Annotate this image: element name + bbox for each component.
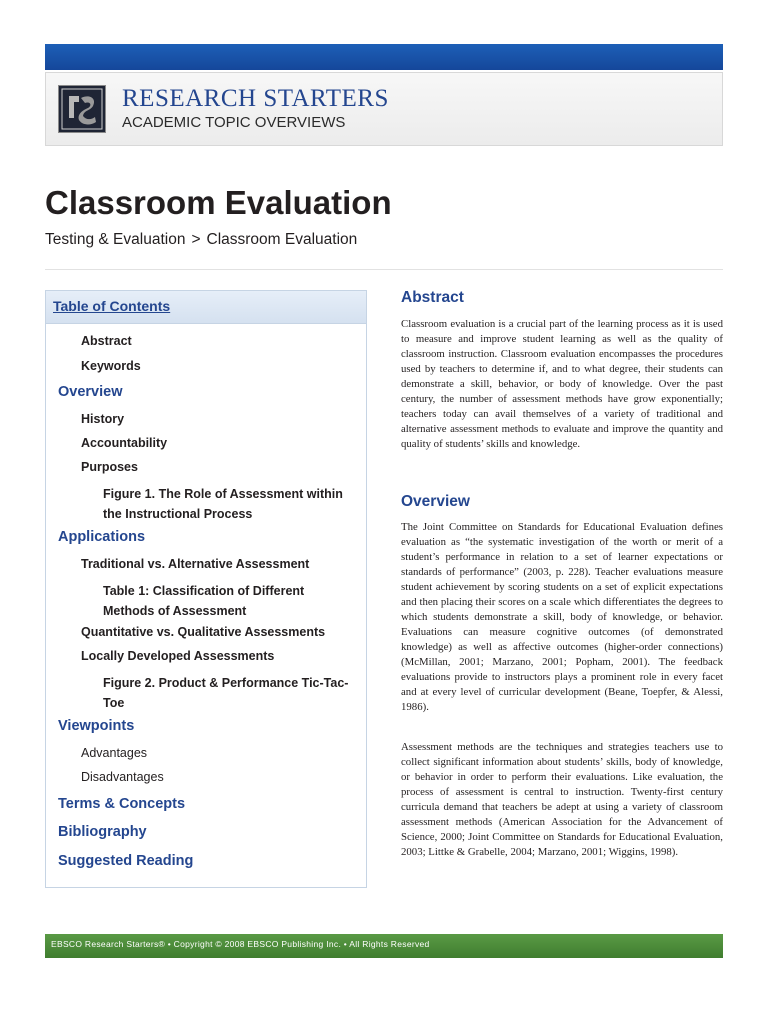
- breadcrumb-item-testing-evaluation[interactable]: Testing & Evaluation: [45, 231, 186, 248]
- overview-heading: Overview: [401, 493, 470, 510]
- toc-item-figure-2[interactable]: [103, 673, 348, 713]
- brand-title: RESEARCH STARTERS: [122, 85, 389, 112]
- overview-paragraph-1: The Joint Committee on Standards for Educational Evaluation defines evaluation as “the systematic investigation of the worth or merit of a student’s performance in relation to a set of learner expectations or standards of performance” (2003, p. 228). Teacher evaluations measure student achievement by scoring students on a set of explicit expectations and then placing their scores on a scale which differentiates the degrees to which students demonstrate a skill, body of knowledge, or behavior. Evaluations can measure cognitive outcomes (of demonstrated knowledge) as well as affective outcomes (higher-order connections) (McMillan, 2001; Marzano, 2001; Popham, 2001). The feedback evaluations provide to instructors plays a prominent role in every facet and at every level of curricular development (Beane, Toepfer, & Alessi, 1986).: [401, 521, 723, 713]
- breadcrumb: [45, 231, 357, 249]
- toc-item-table-1-line2: Methods of Assessment: [103, 604, 247, 618]
- toc-item-figure-2-line2: Toe: [103, 696, 125, 710]
- footer-bar: [45, 934, 723, 958]
- toc-header: [46, 291, 366, 324]
- toc-item-terms-concepts[interactable]: Terms & Concepts: [58, 796, 186, 812]
- toc-item-table-1[interactable]: [103, 581, 304, 621]
- toc-item-figure-1[interactable]: [103, 484, 343, 524]
- brand-banner: [45, 72, 723, 146]
- toc-item-abstract[interactable]: Abstract: [81, 334, 132, 348]
- toc-item-overview[interactable]: Overview: [58, 384, 123, 400]
- toc-item-figure-1-line2: the Instructional Process: [103, 507, 253, 521]
- copyright-notice: EBSCO Research Starters® • Copyright © 2008 EBSCO Publishing Inc. • All Rights Reserved: [51, 939, 430, 949]
- research-starters-logo: [58, 85, 106, 133]
- toc-item-history[interactable]: History: [81, 412, 125, 426]
- toc-item-traditional-vs-alternative[interactable]: Traditional vs. Alternative Assessment: [81, 557, 310, 571]
- toc-item-table-1-line1: Table 1: Classification of Different: [103, 584, 305, 598]
- toc-item-advantages[interactable]: Advantages: [81, 746, 148, 760]
- breadcrumb-separator: >: [191, 231, 201, 248]
- toc-heading[interactable]: Table of Contents: [53, 298, 171, 314]
- toc-item-figure-2-line1: Figure 2. Product & Performance Tic-Tac-: [103, 676, 349, 690]
- toc-item-quantitative-vs-qualitative[interactable]: Quantitative vs. Qualitative Assessments: [81, 625, 326, 639]
- toc-item-bibliography[interactable]: Bibliography: [58, 824, 147, 840]
- breadcrumb-item-classroom-evaluation[interactable]: Classroom Evaluation: [206, 231, 358, 248]
- abstract-paragraph: Classroom evaluation is a crucial part of the learning process as it is used to measure and improve student learning as well as the quality of classroom instruction. Classroom evaluation encompasses the procedures used by teachers to determine if, and to what degree, their students can demonstrate a skill, behavior, or body of knowledge. Over the past century, the number of assessment methods have grow exponentially; teachers today can avail themselves of a variety of traditional and alternative assessment methods to evaluate and improve the quantity and quality of students’ skills and knowledge.: [401, 318, 723, 450]
- toc-item-applications[interactable]: Applications: [58, 529, 146, 545]
- toc-item-purposes[interactable]: Purposes: [81, 460, 138, 474]
- toc-item-accountability[interactable]: Accountability: [81, 436, 168, 450]
- top-color-bar: [45, 44, 723, 70]
- toc-item-viewpoints[interactable]: Viewpoints: [58, 718, 135, 734]
- toc-item-locally-developed[interactable]: Locally Developed Assessments: [81, 649, 275, 663]
- toc-item-figure-1-line1: Figure 1. The Role of Assessment within: [103, 487, 343, 501]
- page-title: Classroom Evaluation: [45, 184, 392, 221]
- overview-paragraph-2: Assessment methods are the techniques and strategies teachers use to collect significant information about students’ skills, body of knowledge, or behavior in order to perform their evaluations. Like evaluation, the process of assessment is central to instruction. Twenty-first century curricula demand that teachers be adept at using a variety of classroom assessment methods (American Association for the Advancement of Science, 2000; Joint Committee on Standards for Educational Evaluation, 2003; Littke & Grabelle, 2004; Marzano, 2001; Wiggins, 1998).: [401, 741, 723, 858]
- table-of-contents: [45, 290, 367, 888]
- header-divider: [45, 269, 723, 270]
- toc-item-disadvantages[interactable]: Disadvantages: [81, 770, 164, 784]
- toc-item-suggested-reading[interactable]: Suggested Reading: [58, 853, 194, 869]
- brand-subtitle: ACADEMIC TOPIC OVERVIEWS: [122, 114, 346, 131]
- abstract-heading: Abstract: [401, 289, 464, 306]
- toc-item-keywords[interactable]: Keywords: [81, 359, 141, 373]
